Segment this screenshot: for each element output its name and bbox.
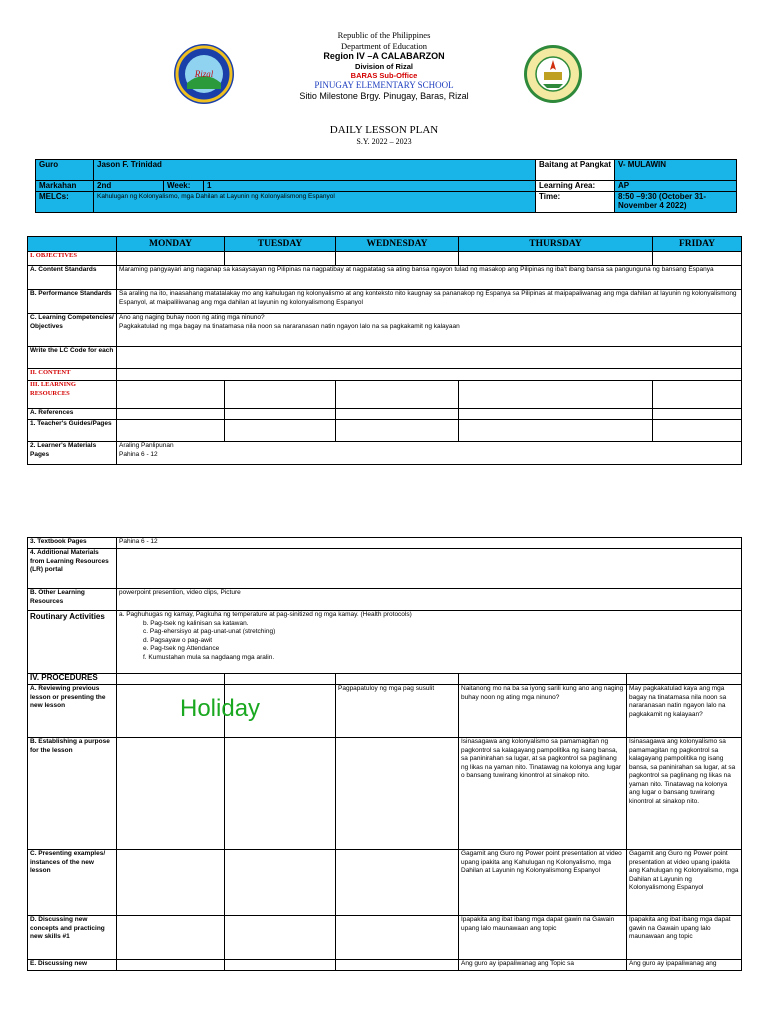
week-label: Week: <box>164 181 204 192</box>
info-table <box>35 159 737 213</box>
procedure-d-label: D. Discussing new concepts and practicing new skills #1 <box>28 916 117 960</box>
routinary-item: d. Pagsayaw o pag-awit <box>143 636 213 644</box>
day-header-tuesday: TUESDAY <box>225 237 336 252</box>
textbook-text: Pahina 6 - 12 <box>117 538 742 549</box>
melcs-label: MELCs: <box>36 192 94 213</box>
routinary-item: c. Pag-ehersisyo at pag-unat-unat (stretching) <box>143 628 276 635</box>
procedure-a-friday: May pagkakatulad kaya ang mga bagay na tinatamasa nila noon sa nararanasan natin ngayon lalo na pagkakamit ng kalayaan? <box>627 685 742 738</box>
lc-line-2: Pagkakatulad ng mga bagay na tinatamasa nila noon sa nararanasan natin ngayon lalo na sa pagkakamit ng kalayaan <box>119 322 460 330</box>
procedure-d-friday: Ipapakita ang ibat ibang mga dapat gawin na Gawain upang lalo maunawaan ang topic <box>627 916 742 960</box>
letterhead <box>0 30 768 102</box>
lesson-plan-table-page2 <box>27 537 742 971</box>
day-header-blank <box>28 237 117 252</box>
routinary-list <box>117 611 742 674</box>
routinary-item: e. Pag-tsek ng Attendance <box>143 645 220 652</box>
references-label: A. References <box>28 409 117 420</box>
content-standards-text: Maraming pangyayari ang naganap sa kasaysayan ng Pilipinas na nagpatibay at nagpatatag sa ating bansa ngayon tulad ng masakop ang Pilipinas ng iba't ibang bansa sa pangunguna ng bansang Espanya <box>117 266 742 290</box>
page-title: DAILY LESSON PLAN <box>329 124 439 136</box>
learners-line-1: Araling Panlipunan <box>119 442 174 449</box>
routinary-item: b. Pag-tsek ng kalinisan sa katawan. <box>143 619 249 627</box>
lc-line-1: Ano ang naging buhay noon ng ating mga ninuno? <box>119 314 265 321</box>
performance-standards-text: Sa araling na ito, inaasahang matatalakay mo ang kahulugan ng kolonyalismo at ang konteksto nito kaugnay sa pananakop ng Espanya sa Pilipinas at maipapaliwanag ang mga dahilan at layunin ng kolonyalismong Espanyol, at maipaliliwanag ang mga dahilan at layunin ng kolonyalismong Espanyol <box>117 290 742 314</box>
learning-area-label: Learning Area: <box>536 181 615 192</box>
melcs-value: Kahulugan ng Kolonyalismo, mga Dahilan at Layunin ng Kolonyalismong Espanyol <box>94 192 536 213</box>
procedure-e-thursday: Ang guro ay ipapaliwanag ang Topic sa <box>459 960 627 971</box>
content-heading: II. CONTENT <box>28 369 117 381</box>
lesson-plan-table-page1 <box>27 236 742 465</box>
svg-text:Rizal: Rizal <box>194 69 214 79</box>
learning-area-value: AP <box>615 181 737 192</box>
performance-standards-label: B. Performance Standards <box>28 290 117 314</box>
learning-resources-heading: III. LEARNING RESOURCES <box>28 381 117 409</box>
procedure-c-friday: Gagamit ang Guro ng Power point presentation at video upang ipakita ang Kahulugan ng Kolonyalismo, mga Dahilan at Layunin ng Kolonyalismong Espanyol <box>627 850 742 916</box>
procedure-a-thursday: Naitanong mo na ba sa iyong sarili kung ano ang naging buhay noon ng ating mga ninuno? <box>459 685 627 738</box>
republic-line: Republic of the Philippines <box>337 30 431 40</box>
school-name: PINUGAY ELEMENTARY SCHOOL <box>314 80 454 90</box>
objectives-heading: I. OBJECTIVES <box>28 252 117 266</box>
markahan-value: 2nd <box>94 181 164 192</box>
procedure-b-thursday: Isinasagawa ang kolonyalismo sa pamamagitan ng pagkontrol sa kalagayang pampolitika ng isang bansa, sa paninirahan sa lugar, at sa pagkontrol sa paglinang ng likas na yaman nito. Tinatawag na kolonya ang lugar o bansang tuwirang kinontrol at sinakop nito. <box>459 738 627 850</box>
procedure-b-friday: Isinasagawa ang kolonyalismo sa pamamagitan ng pagkontrol sa kalagayang pampolitika ng isang bansa, sa paninirahan sa lugar, at sa pagkontrol sa paglinang ng likas na yaman nito. Tinatawag na kolonya ang lugar o bansang tuwirang kinontrol at sinakop nito. <box>627 738 742 850</box>
guro-value: Jason F. Trinidad <box>94 160 536 181</box>
procedure-a-label: A. Reviewing previous lesson or presenting the new lesson <box>28 685 117 738</box>
routinary-item: a. Paghuhugas ng kamay, Pagkuha ng temperature at pag-sinitized ng mga kamay. (Health protocols) <box>119 611 412 618</box>
procedure-b-label: B. Establishing a purpose for the lesson <box>28 738 117 850</box>
textbook-label: 3. Textbook Pages <box>28 538 117 549</box>
lc-code-label: Write the LC Code for each <box>28 347 117 369</box>
learning-competencies-label: C. Learning Competencies/ Objectives <box>28 314 117 347</box>
procedure-e-label: E. Discussing new <box>28 960 117 971</box>
day-header-wednesday: WEDNESDAY <box>336 237 459 252</box>
day-header-monday: MONDAY <box>117 237 225 252</box>
time-value: 8:50 –9:30 (October 31-November 4 2022) <box>615 192 737 213</box>
guro-label: Guro <box>36 160 94 181</box>
learners-materials-label: 2. Learner's Materials Pages <box>28 442 117 465</box>
content-standards-label: A. Content Standards <box>28 266 117 290</box>
week-value: 1 <box>204 181 536 192</box>
procedure-d-thursday: Ipapakita ang ibat ibang mga dapat gawin na Gawain upang lalo maunawaan ang topic <box>459 916 627 960</box>
routinary-item: f. Kumustahan mula sa nagdaang mga aralin. <box>143 653 275 661</box>
additional-materials-label: 4. Additional Materials from Learning Resources (LR) portal <box>28 549 117 589</box>
holiday-label: Holiday <box>180 695 261 722</box>
school-year: S.Y. 2022 – 2023 <box>356 137 412 146</box>
time-label: Time: <box>536 192 615 213</box>
procedure-a-wednesday: Pagpapatuloy ng mga pag susulit <box>336 685 459 738</box>
learning-competencies-text <box>117 314 742 347</box>
markahan-label: Markahan <box>36 181 94 192</box>
procedure-c-thursday: Gagamit ang Guro ng Power point presentation at video upang ipakita ang Kahulugan ng Kolonyalismo, mga Dahilan at Layunin ng Kolonyalismong Espanyol <box>459 850 627 916</box>
division-line: Division of Rizal <box>355 62 413 71</box>
learners-line-2: Pahina 6 - 12 <box>119 450 158 458</box>
baitang-label: Baitang at Pangkat <box>536 160 615 181</box>
day-header-friday: FRIDAY <box>653 237 742 252</box>
procedure-c-label: C. Presenting examples/ instances of the new lesson <box>28 850 117 916</box>
other-resources-text: powerpoint presention, video clips, Picture <box>117 589 742 611</box>
procedures-heading: IV. PROCEDURES <box>28 674 117 685</box>
learners-materials-text <box>117 442 742 465</box>
deped-line: Department of Education <box>341 40 427 51</box>
sub-office-line: BARAS Sub-Office <box>350 71 418 80</box>
other-resources-label: B. Other Learning Resources <box>28 589 117 611</box>
teachers-guide-label: 1. Teacher's Guides/Pages <box>28 420 117 442</box>
day-header-thursday: THURSDAY <box>459 237 653 252</box>
school-address: Sitio Milestone Brgy. Pinugay, Baras, Rizal <box>299 91 469 101</box>
routinary-label: Routinary Activities <box>28 611 117 674</box>
procedure-e-friday: Ang guro ay ipapaliwanag ang <box>627 960 742 971</box>
region-line: Region IV –A CALABARZON <box>323 51 445 61</box>
baitang-value: V- MULAWIN <box>615 160 737 181</box>
